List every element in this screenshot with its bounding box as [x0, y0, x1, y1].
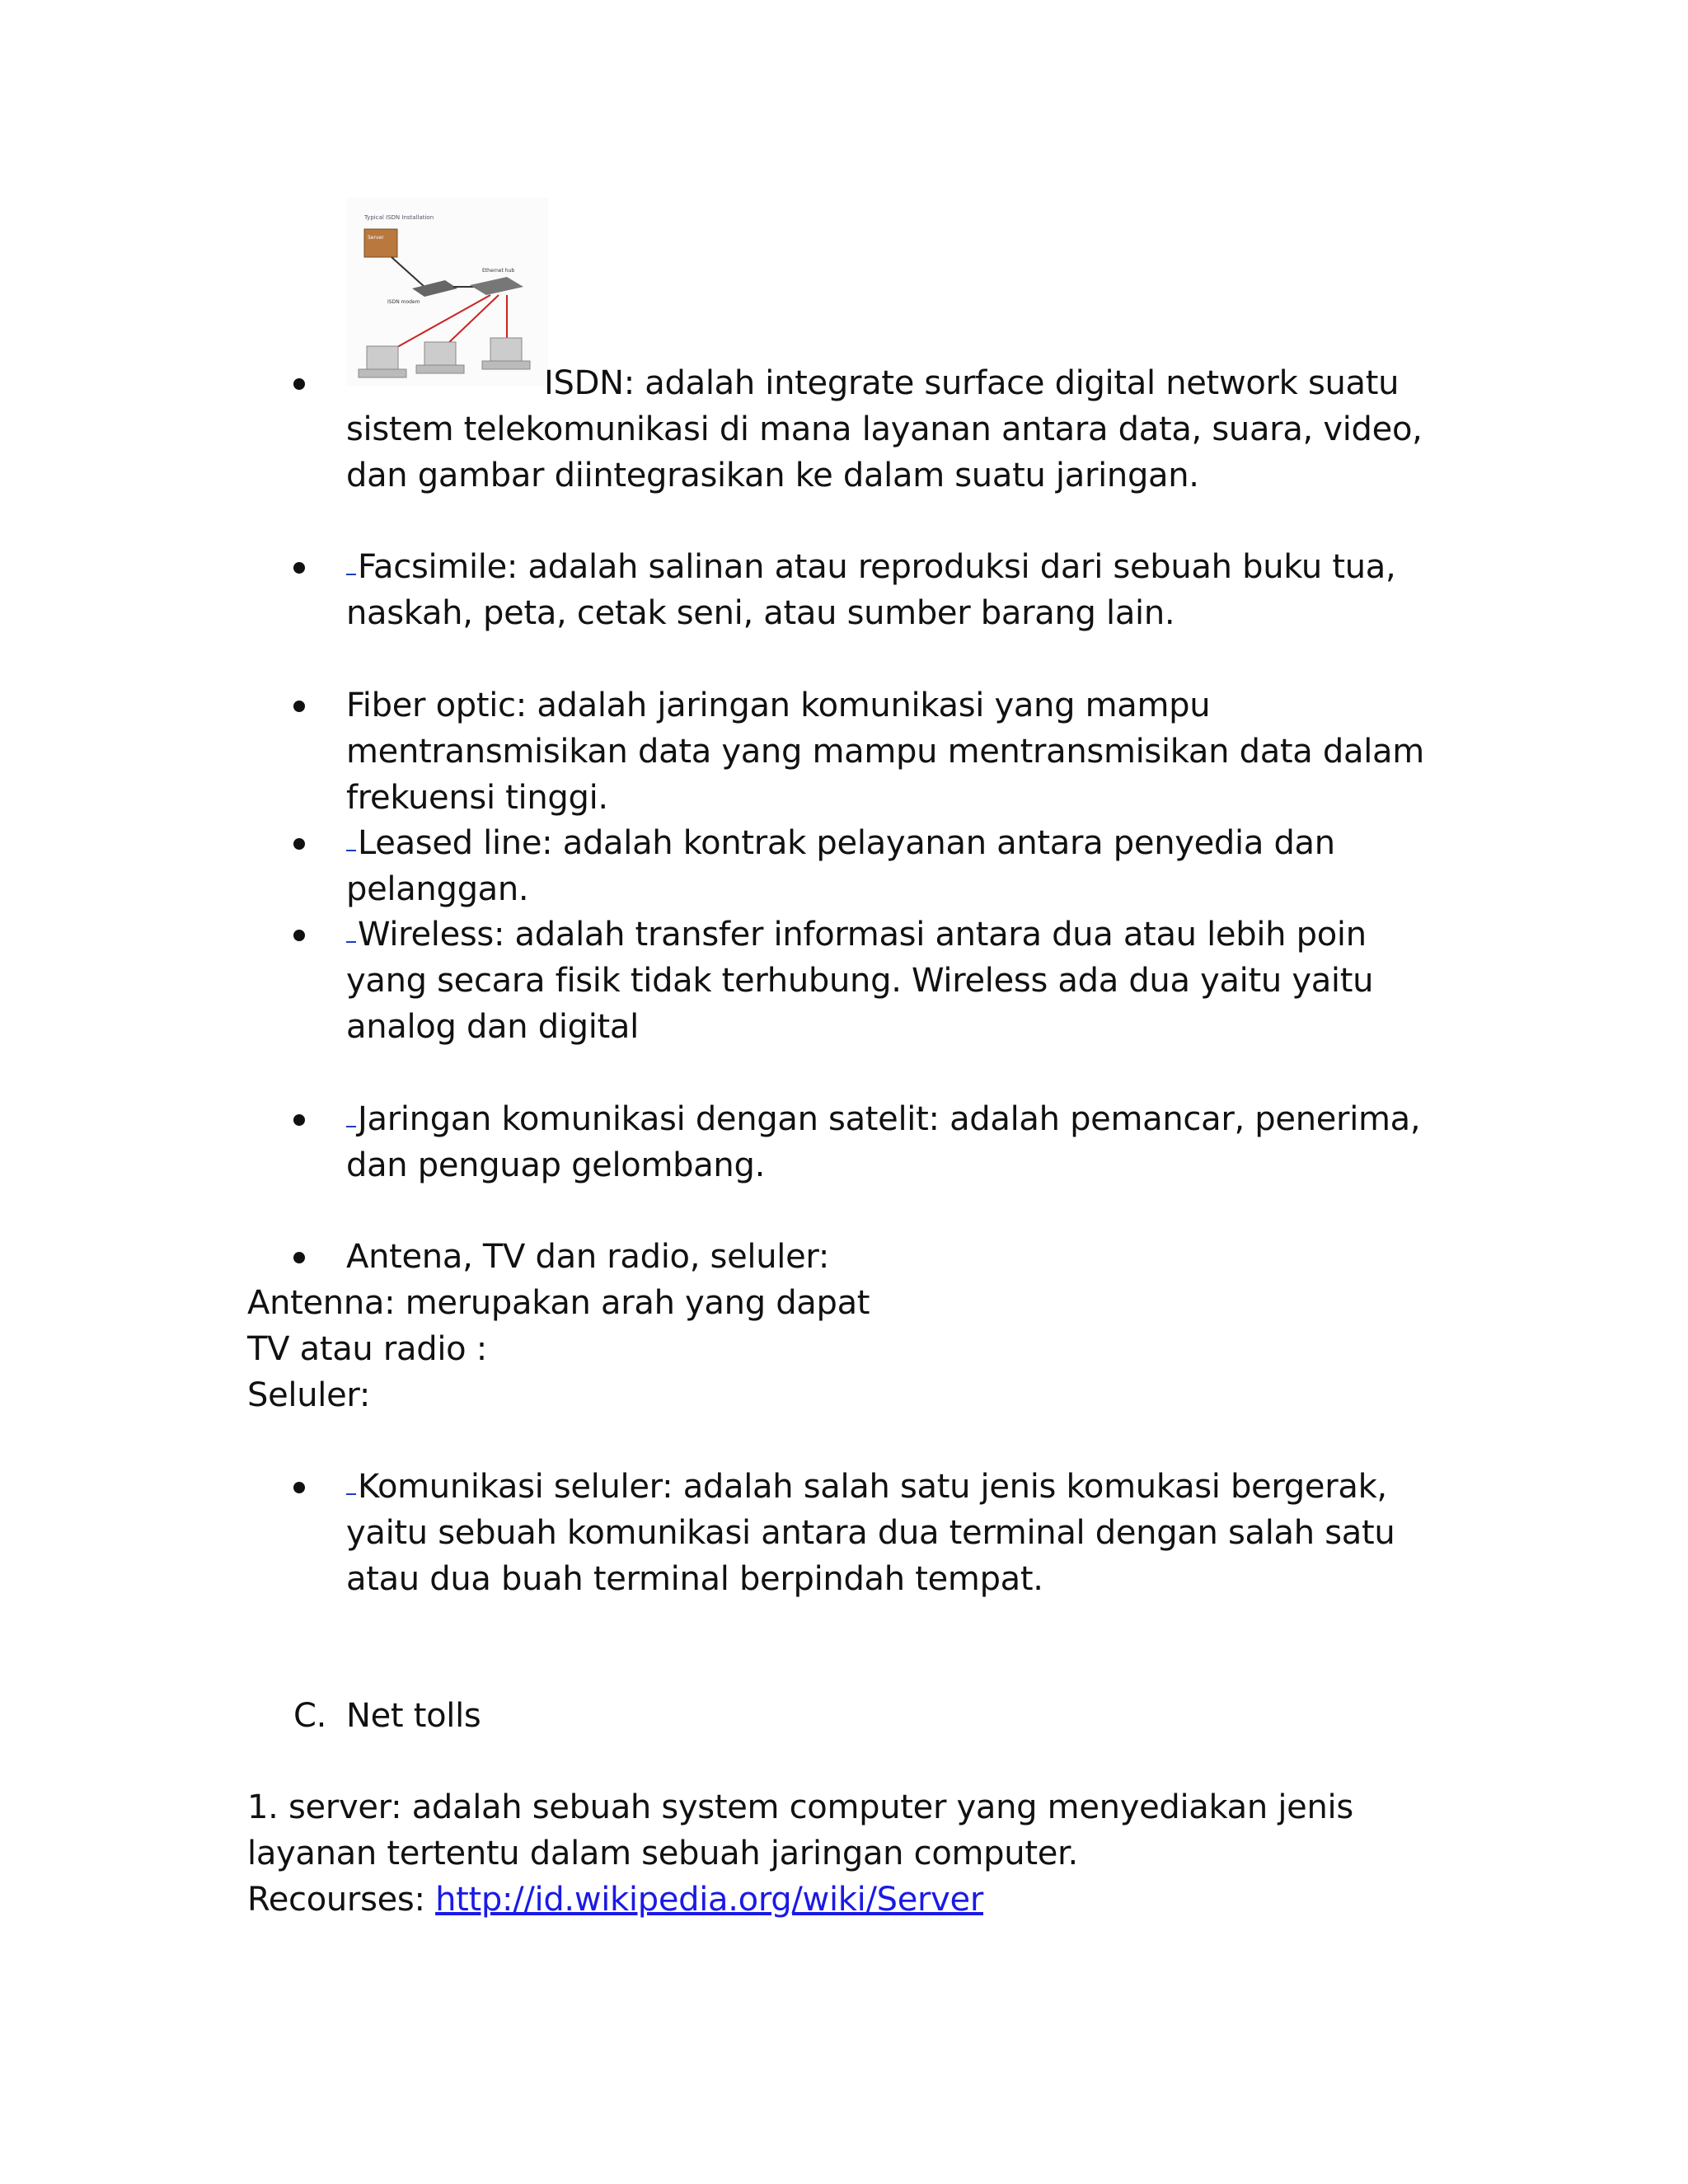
- resource-line: [247, 1877, 983, 1923]
- list-item-text: Antena, TV dan radio, seluler:: [346, 1238, 830, 1276]
- link-mark: [346, 1464, 356, 1495]
- link-mark: [346, 912, 356, 943]
- list-item-text: Komunikasi seluler: adalah salah satu jenis komukasi bergerak, yaitu sebuah komunikasi antara dua terminal dengan salah satu atau dua buah terminal berpindah tempat.: [346, 1468, 1395, 1598]
- tv-radio-line: TV atau radio :: [247, 1330, 487, 1368]
- numbered-item-server: [247, 1784, 1434, 1877]
- list-item-facsimile: [247, 544, 1434, 636]
- bullet-dot: [293, 1114, 305, 1126]
- bullet-dot: [293, 378, 305, 390]
- link-mark: [346, 544, 356, 575]
- resource-label: Recourses:: [247, 1881, 436, 1919]
- item-number: 1.: [247, 1788, 279, 1826]
- section-heading: [293, 1693, 481, 1739]
- link-mark: [346, 1096, 356, 1127]
- list-item-antena: [247, 1234, 1434, 1280]
- bullet-dot: [293, 838, 305, 850]
- figure-server-label: Server: [368, 235, 384, 241]
- isdn-diagram-image: [346, 198, 548, 386]
- resource-link[interactable]: http://id.wikipedia.org/wiki/Server: [435, 1881, 983, 1919]
- bullet-dot: [293, 930, 305, 941]
- bullet-dot: [293, 1252, 305, 1263]
- figure-title: Typical ISDN Installation: [364, 214, 434, 221]
- bullet-dot: [293, 562, 305, 574]
- list-item-leased-line: [247, 820, 1434, 912]
- section-title: Net tolls: [346, 1697, 481, 1735]
- list-item-isdn: [247, 360, 1434, 499]
- list-item-text: Facsimile: adalah salinan atau reproduksi dari sebuah buku tua, naskah, peta, cetak seni, atau sumber barang lain.: [346, 548, 1396, 632]
- seluler-line: Seluler:: [247, 1376, 371, 1414]
- figure-hub-label: Ethernet hub: [482, 268, 515, 274]
- bullet-dot: [293, 1482, 305, 1493]
- list-item-text: Leased line: adalah kontrak pelayanan antara penyedia dan pelanggan.: [346, 824, 1335, 908]
- list-item-wireless: [247, 912, 1434, 1050]
- list-item-text: Jaringan komunikasi dengan satelit: adalah pemancar, penerima, dan penguap gelombang.: [346, 1100, 1421, 1184]
- list-item-satelit: [247, 1096, 1434, 1188]
- list-item-fiber-optic: [247, 682, 1434, 821]
- list-item-text: ISDN: adalah integrate surface digital network suatu sistem telekomunikasi di mana layanan antara data, suara, video, dan gambar diintegrasikan ke dalam suatu jaringan.: [346, 364, 1423, 494]
- section-letter: C.: [293, 1697, 327, 1735]
- link-mark: [346, 820, 356, 851]
- antenna-line: Antenna: merupakan arah yang dapat: [247, 1284, 870, 1322]
- item-text: server: adalah sebuah system computer yang menyediakan jenis layanan tertentu dalam sebuah jaringan computer.: [247, 1788, 1353, 1872]
- figure-modem-label: ISDN modem: [387, 299, 420, 305]
- list-item-text: Fiber optic: adalah jaringan komunikasi yang mampu mentransmisikan data yang mampu mentransmisikan data dalam frekuensi tinggi.: [346, 687, 1424, 817]
- list-item-seluler: [247, 1464, 1434, 1602]
- list-item-text: Wireless: adalah transfer informasi antara dua atau lebih poin yang secara fisik tidak terhubung. Wireless ada dua yaitu yaitu analog dan digital: [346, 916, 1374, 1046]
- bullet-dot: [293, 701, 305, 712]
